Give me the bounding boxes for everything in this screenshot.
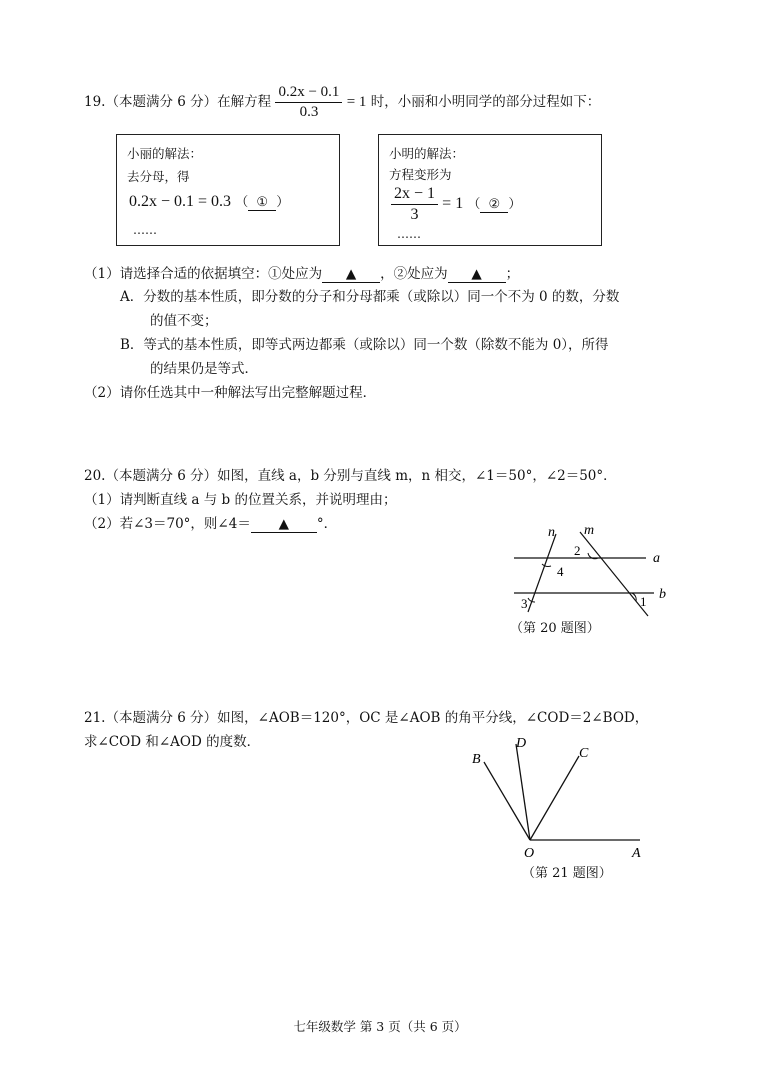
xiaoming-paren-open: （ [467,197,481,212]
angle-arc-3 [528,598,535,602]
xiaoli-paren-open: （ [235,195,249,210]
q19-part1-text-b: ，②处应为 [380,266,448,282]
xiaoming-title: 小明的解法： [389,146,465,161]
q19-part2: （2）请你任选其中一种解法写出完整解题过程． [84,385,377,401]
label-C: C [579,746,589,761]
label-2: 2 [574,543,581,558]
xiaoming-solution-box [378,134,602,246]
xiaoming-step: 方程变形为 [389,167,452,182]
q20-part1: （1）请判断直线 a 与 b 的位置关系，并说明理由； [84,492,397,508]
xiaoli-solution-box [116,134,340,246]
xiaoming-fraction [391,185,438,224]
q20-blank[interactable]: ▲ [251,516,317,533]
label-3: 3 [521,596,528,611]
xiaoli-equation: 0.2x − 0.1 = 0.3 [129,193,232,210]
xiaoli-title: 小丽的解法： [127,146,203,161]
q19-eq-rhs: = 1 [346,94,367,110]
xiaoli-mark: ① [248,195,276,211]
q19-eq-denominator: 0.3 [299,104,319,120]
line-n [528,534,556,612]
xiaoming-denominator: 3 [410,206,419,223]
label-D: D [516,736,527,751]
q19-part1-text-a: （1）请选择合适的依据填空：①处应为 [84,266,323,282]
q21-figure [464,730,664,860]
q21-line2: 求∠COD 和∠AOD 的度数． [84,734,261,750]
label-A: A [632,846,641,860]
q19-option-b-line2: 的结果仍是等式． [150,361,258,377]
ray-OD [516,744,530,840]
q19-head-text: 19.（本题满分 6 分）在解方程 [84,94,272,110]
xiaoming-dots: …… [397,227,421,241]
q19-tail-text: 时，小丽和小明同学的部分过程如下： [370,94,601,110]
line-m [580,532,648,616]
xiaoli-dots: …… [133,223,157,237]
q20-heading: 20.（本题满分 6 分）如图，直线 a，b 分别与直线 m，n 相交，∠1＝50°，∠2＝50°． [84,468,617,484]
xiaoming-numerator: 2x − 1 [391,185,438,205]
xiaoming-equation-line [391,185,521,224]
q19-option-b-line1: B．等式的基本性质，即等式两边都乘（或除以）同一个数（除数不能为 0），所得 [120,337,609,353]
q19-heading [84,84,600,121]
q21-line1: 21.（本题满分 6 分）如图，∠AOB＝120°，OC 是∠AOB 的角平分线，∠COD＝2∠BOD， [84,710,649,726]
q20-caption: （第 20 题图） [510,621,600,636]
xiaoli-equation-line [129,191,289,211]
angle-arc-4 [542,564,551,566]
label-4: 4 [557,564,564,579]
q20-part2-end: °． [316,516,338,532]
q19-eq-numerator: 0.2x − 0.1 [275,84,342,103]
label-O: O [524,846,535,860]
xiaoli-paren-close: ） [276,195,290,210]
label-n: n [548,525,555,540]
q21-caption: （第 21 题图） [522,866,612,881]
q19-blank-1[interactable]: ▲ [322,266,380,283]
q19-blank-2[interactable]: ▲ [448,266,506,283]
xiaoming-mark: ② [480,197,508,213]
q20-part2 [84,512,337,533]
xiaoming-paren-close: ） [508,197,522,212]
q19-option-a-line2: 的值不变； [150,313,218,329]
q19-option-a-line1: A．分数的基本性质，即分数的分子和分母都乘（或除以）同一个不为 0 的数，分数 [120,289,620,305]
label-b: b [659,587,666,602]
ray-OB [484,762,530,840]
page-footer: 七年级数学 第 3 页（共 6 页） [293,1019,467,1034]
q19-part1 [84,262,519,283]
ray-OC [530,756,579,840]
xiaoli-step: 去分母，得 [127,169,190,184]
xiaoming-rhs: = 1 [442,195,464,212]
q19-part1-end: ； [505,266,520,282]
label-1: 1 [640,594,647,609]
label-m: m [584,523,595,538]
label-B: B [472,752,481,767]
q20-part2-text: （2）若∠3＝70°，则∠4＝ [84,516,251,532]
q19-equation-fraction [275,84,342,121]
label-a: a [653,551,660,566]
